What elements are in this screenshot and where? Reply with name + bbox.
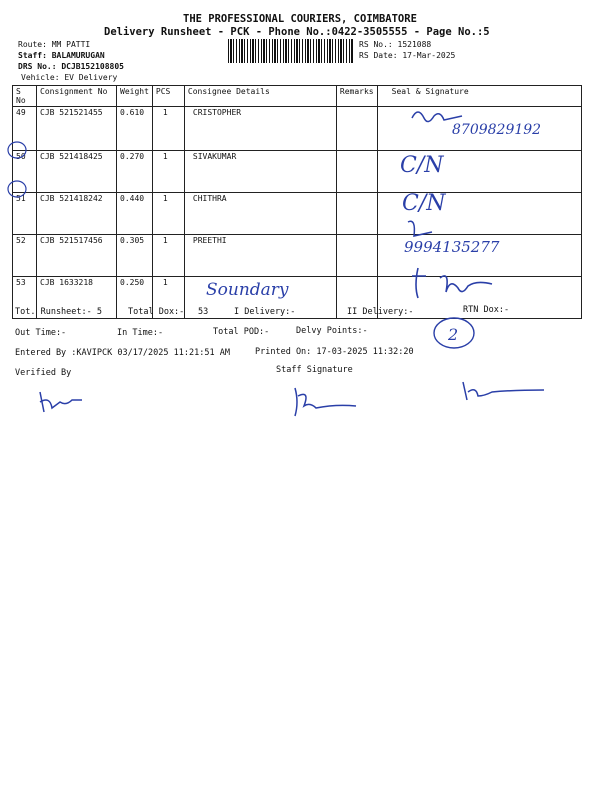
col-remarks: Remarks [336,86,377,107]
route-label: Route: MM PATTI [18,40,91,49]
col-signature: Seal & Signature [377,86,581,107]
runsheet-title: Delivery Runsheet - PCK - Phone No.:0422-3505555 - Page No.:5 [104,26,490,38]
total-dox-value: 53 [198,307,209,317]
cell-pcs: 1 [152,107,184,151]
cell-sno: 49 [13,107,37,151]
cell-weight: 0.250 [117,277,153,319]
signature-row49 [412,112,462,122]
ii-delivery: II Delivery:- [347,307,414,317]
col-sno: S No [13,86,37,107]
cell-weight: 0.440 [117,193,153,235]
total-pod: Total POD:- [213,327,270,337]
entered-by: Entered By :KAVIPCK 03/17/2025 11:21:51 AM [15,348,230,358]
cell-consignment: CJB 521418242 [37,193,117,235]
i-delivery: I Delivery:- [234,307,296,317]
cell-consignment: CJB 521521455 [37,107,117,151]
col-consignee: Consignee Details [184,86,336,107]
cell-consignee: CRISTOPHER [184,107,336,151]
cell-sno: 50 [13,151,37,193]
cell-consignment: CJB 1633218 [37,277,117,319]
cell-consignee: CHITHRA [184,193,336,235]
cell-pcs: 1 [152,193,184,235]
cell-pcs: 1 [152,235,184,277]
vehicle-label: Vehicle: EV Delivery [21,73,118,82]
handwritten-cn-51: C/N [402,191,446,216]
tot-runsheet: Tot. Runsheet:- 5 [15,307,102,317]
company-title: THE PROFESSIONAL COURIERS, COIMBATORE [183,13,417,25]
circle-mark-50 [8,142,26,158]
cell-consignee: SIVAKUMAR [184,151,336,193]
signature-row52 [408,221,432,236]
staff-signature-mark [295,388,356,416]
verified-by-label: Verified By [15,368,72,378]
handwritten-cn-50: C/N [400,153,444,178]
handwritten-phone-52: 9994135277 [404,238,500,256]
col-weight: Weight [117,86,153,107]
handwritten-circled-number: 2 [448,325,459,344]
in-time: In Time:- [117,328,164,338]
delvy-points: Delvy Points:- [296,326,368,336]
handwritten-name-53: Soundary [206,280,289,300]
handwritten-phone-49: 8709829192 [452,122,542,138]
cell-consignment: CJB 521418425 [37,151,117,193]
verifier-signature [40,392,82,412]
cell-weight: 0.305 [117,235,153,277]
circle-mark-51 [8,181,26,197]
cell-consignee: PREETHI [184,235,336,277]
col-consignment: Consignment No [37,86,117,107]
cell-sno: 51 [13,193,37,235]
cell-weight: 0.270 [117,151,153,193]
rtn-dox: RTN Dox:- [463,305,510,315]
third-signature [463,382,544,400]
cell-consignment: CJB 521517456 [37,235,117,277]
total-dox-label: Total Dox:- [128,307,185,317]
staff-label: Staff: BALAMURUGAN [18,51,105,60]
cell-sno: 53 [13,277,37,319]
cell-weight: 0.610 [117,107,153,151]
staff-signature-label: Staff Signature [276,365,353,375]
out-time: Out Time:- [15,328,67,338]
signature-row53 [412,268,492,298]
printed-on: Printed On: 17-03-2025 11:32:20 [255,347,414,357]
rs-date: RS Date: 17-Mar-2025 [359,51,456,60]
col-pcs: PCS [152,86,184,107]
cell-pcs: 1 [152,151,184,193]
cell-pcs: 1 [152,277,184,319]
cell-sno: 52 [13,235,37,277]
drs-number: DRS No.: DCJB152108805 [18,62,124,71]
rs-number: RS No.: 1521088 [359,40,432,49]
